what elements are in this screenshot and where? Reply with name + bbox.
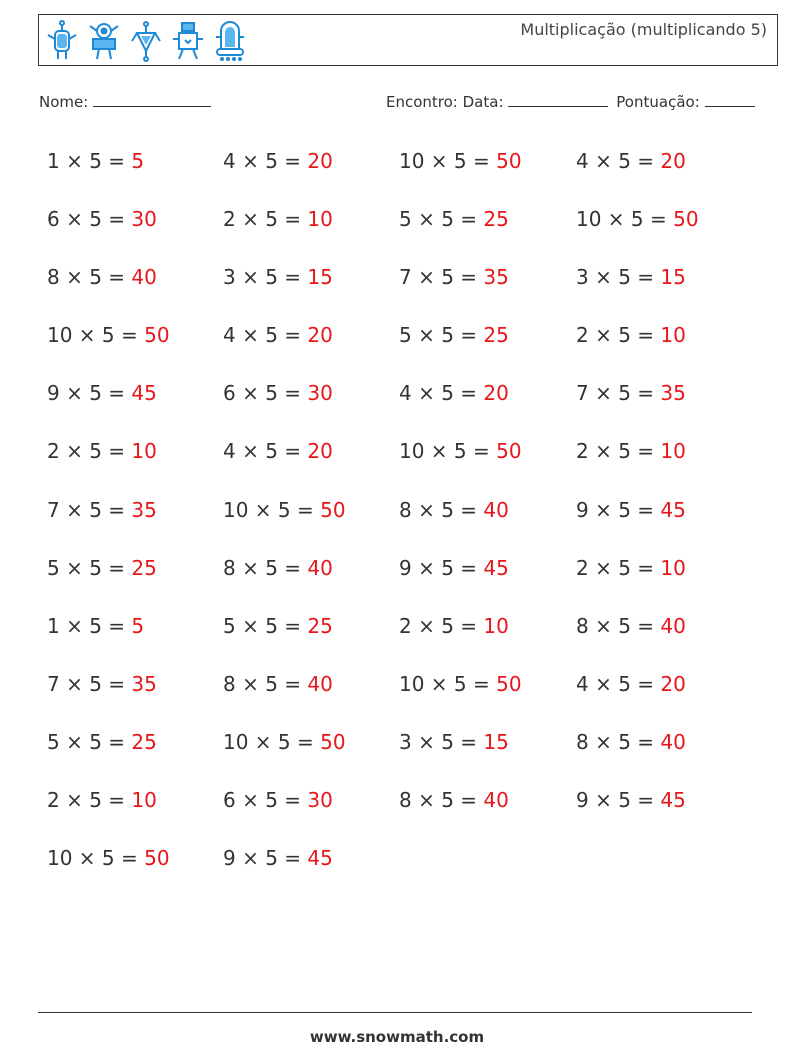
problem-answer: 20: [483, 381, 509, 406]
problem-question: 1 × 5 =: [47, 613, 132, 638]
problem-answer: 25: [307, 613, 333, 638]
problem-question: 7 × 5 =: [576, 381, 661, 406]
problem-answer: 15: [660, 265, 686, 290]
problem-item: [223, 202, 399, 260]
problem-item: [576, 376, 752, 434]
problem-answer: 40: [307, 671, 333, 696]
problem-answer: 10: [131, 788, 157, 813]
robot-2-icon: [87, 19, 121, 63]
problem-question: 10 × 5 =: [223, 497, 321, 522]
problem-answer: 20: [307, 323, 333, 348]
footer-divider: [38, 1012, 752, 1013]
problem-item: [399, 318, 576, 376]
problem-item: [223, 667, 399, 725]
problem-question: 6 × 5 =: [223, 381, 308, 406]
problem-answer: 50: [496, 149, 522, 173]
problem-question: 2 × 5 =: [47, 439, 132, 464]
problem-answer: 35: [131, 671, 157, 696]
problem-item: [576, 318, 752, 376]
problem-item: [223, 609, 399, 667]
problem-question: 8 × 5 =: [223, 671, 308, 696]
problem-item: [223, 551, 399, 609]
problem-question: 7 × 5 =: [399, 265, 484, 290]
problem-answer: 10: [483, 613, 509, 638]
problem-answer: 25: [483, 323, 509, 348]
problem-item: [399, 609, 576, 667]
problem-question: 4 × 5 =: [576, 149, 661, 173]
problem-question: 2 × 5 =: [47, 788, 132, 813]
problem-item: [47, 493, 223, 551]
problem-item: [399, 144, 576, 202]
problem-item: [47, 318, 223, 376]
problem-answer: 20: [660, 671, 686, 696]
problem-answer: 20: [307, 439, 333, 464]
problem-item: [576, 434, 752, 492]
problem-item: [223, 144, 399, 202]
problem-question: 8 × 5 =: [576, 613, 661, 638]
problem-question: 4 × 5 =: [223, 439, 308, 464]
problem-question: 4 × 5 =: [223, 149, 308, 173]
problem-answer: 20: [660, 149, 686, 173]
problem-answer: 30: [131, 207, 157, 232]
problem-item: [47, 260, 223, 318]
problem-item: [47, 667, 223, 725]
problem-item: [576, 202, 752, 260]
problem-item: [223, 260, 399, 318]
problem-item: [399, 783, 576, 841]
problem-answer: 50: [496, 671, 522, 696]
problem-grid: [47, 144, 752, 899]
problem-question: 2 × 5 =: [576, 555, 661, 580]
problem-answer: 45: [307, 846, 333, 871]
problem-answer: 25: [131, 555, 157, 580]
problem-answer: 25: [131, 729, 157, 754]
name-blank[interactable]: [93, 92, 211, 107]
session-field: [386, 92, 608, 111]
problem-question: 5 × 5 =: [399, 323, 484, 348]
problem-item: [47, 434, 223, 492]
problem-question: 7 × 5 =: [47, 671, 132, 696]
problem-answer: 15: [307, 265, 333, 290]
problem-item: [399, 202, 576, 260]
problem-question: 4 × 5 =: [223, 323, 308, 348]
problem-item: [576, 725, 752, 783]
problem-item: [47, 609, 223, 667]
problem-answer: 10: [307, 207, 333, 232]
problem-answer: 5: [131, 613, 145, 638]
problem-item: [576, 493, 752, 551]
problem-answer: 20: [307, 149, 333, 173]
problem-answer: 40: [483, 497, 509, 522]
problem-answer: 45: [660, 788, 686, 813]
problem-answer: 50: [144, 846, 170, 871]
problem-item: [576, 551, 752, 609]
worksheet-header: [38, 14, 778, 66]
problem-answer: 40: [660, 729, 686, 754]
problem-question: 1 × 5 =: [47, 149, 132, 173]
problem-item: [47, 725, 223, 783]
problem-item: [47, 783, 223, 841]
name-field: [39, 92, 211, 111]
problem-answer: 50: [496, 439, 522, 464]
problem-answer: 50: [320, 729, 346, 754]
problem-item: [47, 202, 223, 260]
problem-item: [399, 376, 576, 434]
session-label: Encontro: Data:: [386, 93, 504, 111]
problem-item: [223, 493, 399, 551]
problem-item: [47, 841, 223, 899]
problem-question: 5 × 5 =: [47, 729, 132, 754]
problem-answer: 5: [131, 149, 145, 173]
problem-question: 2 × 5 =: [576, 323, 661, 348]
problem-question: 10 × 5 =: [576, 207, 674, 232]
problem-item: [399, 260, 576, 318]
problem-item: [223, 725, 399, 783]
problem-question: 3 × 5 =: [223, 265, 308, 290]
problem-answer: 50: [673, 207, 699, 232]
problem-question: 3 × 5 =: [399, 729, 484, 754]
problem-answer: 10: [131, 439, 157, 464]
problem-question: 8 × 5 =: [399, 788, 484, 813]
problem-item: [399, 493, 576, 551]
problem-item: [399, 551, 576, 609]
problem-answer: 45: [131, 381, 157, 406]
problem-item: [47, 551, 223, 609]
problem-item: [399, 434, 576, 492]
problem-item: [399, 725, 576, 783]
problem-item: [576, 260, 752, 318]
problem-answer: 25: [483, 207, 509, 232]
problem-question: 6 × 5 =: [223, 788, 308, 813]
problem-answer: 30: [307, 381, 333, 406]
problem-question: 8 × 5 =: [47, 265, 132, 290]
problem-answer: 45: [483, 555, 509, 580]
problem-item: [223, 318, 399, 376]
problem-question: 9 × 5 =: [399, 555, 484, 580]
worksheet-title: Multiplicação (multiplicando 5): [520, 20, 767, 39]
problem-answer: 40: [131, 265, 157, 290]
problem-question: 9 × 5 =: [47, 381, 132, 406]
problem-question: 10 × 5 =: [399, 149, 497, 173]
problem-question: 10 × 5 =: [399, 671, 497, 696]
problem-item: [576, 783, 752, 841]
problem-item: [223, 434, 399, 492]
problem-question: 2 × 5 =: [223, 207, 308, 232]
problem-question: 2 × 5 =: [399, 613, 484, 638]
problem-item: [576, 667, 752, 725]
problem-question: 8 × 5 =: [399, 497, 484, 522]
problem-question: 10 × 5 =: [399, 439, 497, 464]
problem-question: 5 × 5 =: [399, 207, 484, 232]
problem-answer: 40: [483, 788, 509, 813]
problem-question: 10 × 5 =: [47, 323, 145, 348]
problem-item: [47, 376, 223, 434]
problem-question: 5 × 5 =: [47, 555, 132, 580]
score-field: [616, 92, 754, 111]
problem-item: [223, 783, 399, 841]
problem-question: 5 × 5 =: [223, 613, 308, 638]
problem-item: [576, 144, 752, 202]
problem-question: 4 × 5 =: [576, 671, 661, 696]
problem-question: 4 × 5 =: [399, 381, 484, 406]
problem-answer: 15: [483, 729, 509, 754]
problem-answer: 40: [307, 555, 333, 580]
score-blank[interactable]: [705, 92, 755, 107]
problem-question: 8 × 5 =: [576, 729, 661, 754]
robot-4-icon: [171, 19, 205, 63]
problem-answer: 50: [320, 497, 346, 522]
problem-answer: 45: [660, 497, 686, 522]
robot-5-icon: [213, 19, 247, 63]
problem-item: [576, 609, 752, 667]
problem-answer: 10: [660, 439, 686, 464]
problem-answer: 35: [483, 265, 509, 290]
problem-question: 9 × 5 =: [576, 788, 661, 813]
problem-question: 7 × 5 =: [47, 497, 132, 522]
problem-item: [223, 376, 399, 434]
footer-website: www.snowmath.com: [309, 1028, 485, 1046]
problem-question: 9 × 5 =: [576, 497, 661, 522]
robot-icons: [45, 19, 247, 63]
problem-question: 10 × 5 =: [47, 846, 145, 871]
problem-answer: 10: [660, 323, 686, 348]
problem-item: [47, 144, 223, 202]
problem-item: [223, 841, 399, 899]
problem-question: 8 × 5 =: [223, 555, 308, 580]
name-label: Nome:: [39, 93, 89, 111]
problem-answer: 10: [660, 555, 686, 580]
problem-question: 10 × 5 =: [223, 729, 321, 754]
problem-answer: 30: [307, 788, 333, 813]
problem-question: 2 × 5 =: [576, 439, 661, 464]
robot-3-icon: [129, 19, 163, 63]
problem-question: 9 × 5 =: [223, 846, 308, 871]
score-label: Pontuação:: [616, 93, 700, 111]
problem-answer: 35: [131, 497, 157, 522]
date-blank[interactable]: [508, 92, 608, 107]
problem-item: [399, 667, 576, 725]
problem-question: 6 × 5 =: [47, 207, 132, 232]
problem-answer: 35: [660, 381, 686, 406]
problem-answer: 40: [660, 613, 686, 638]
robot-1-icon: [45, 19, 79, 63]
problem-answer: 50: [144, 323, 170, 348]
session-score-fields: [386, 92, 755, 111]
problem-question: 3 × 5 =: [576, 265, 661, 290]
